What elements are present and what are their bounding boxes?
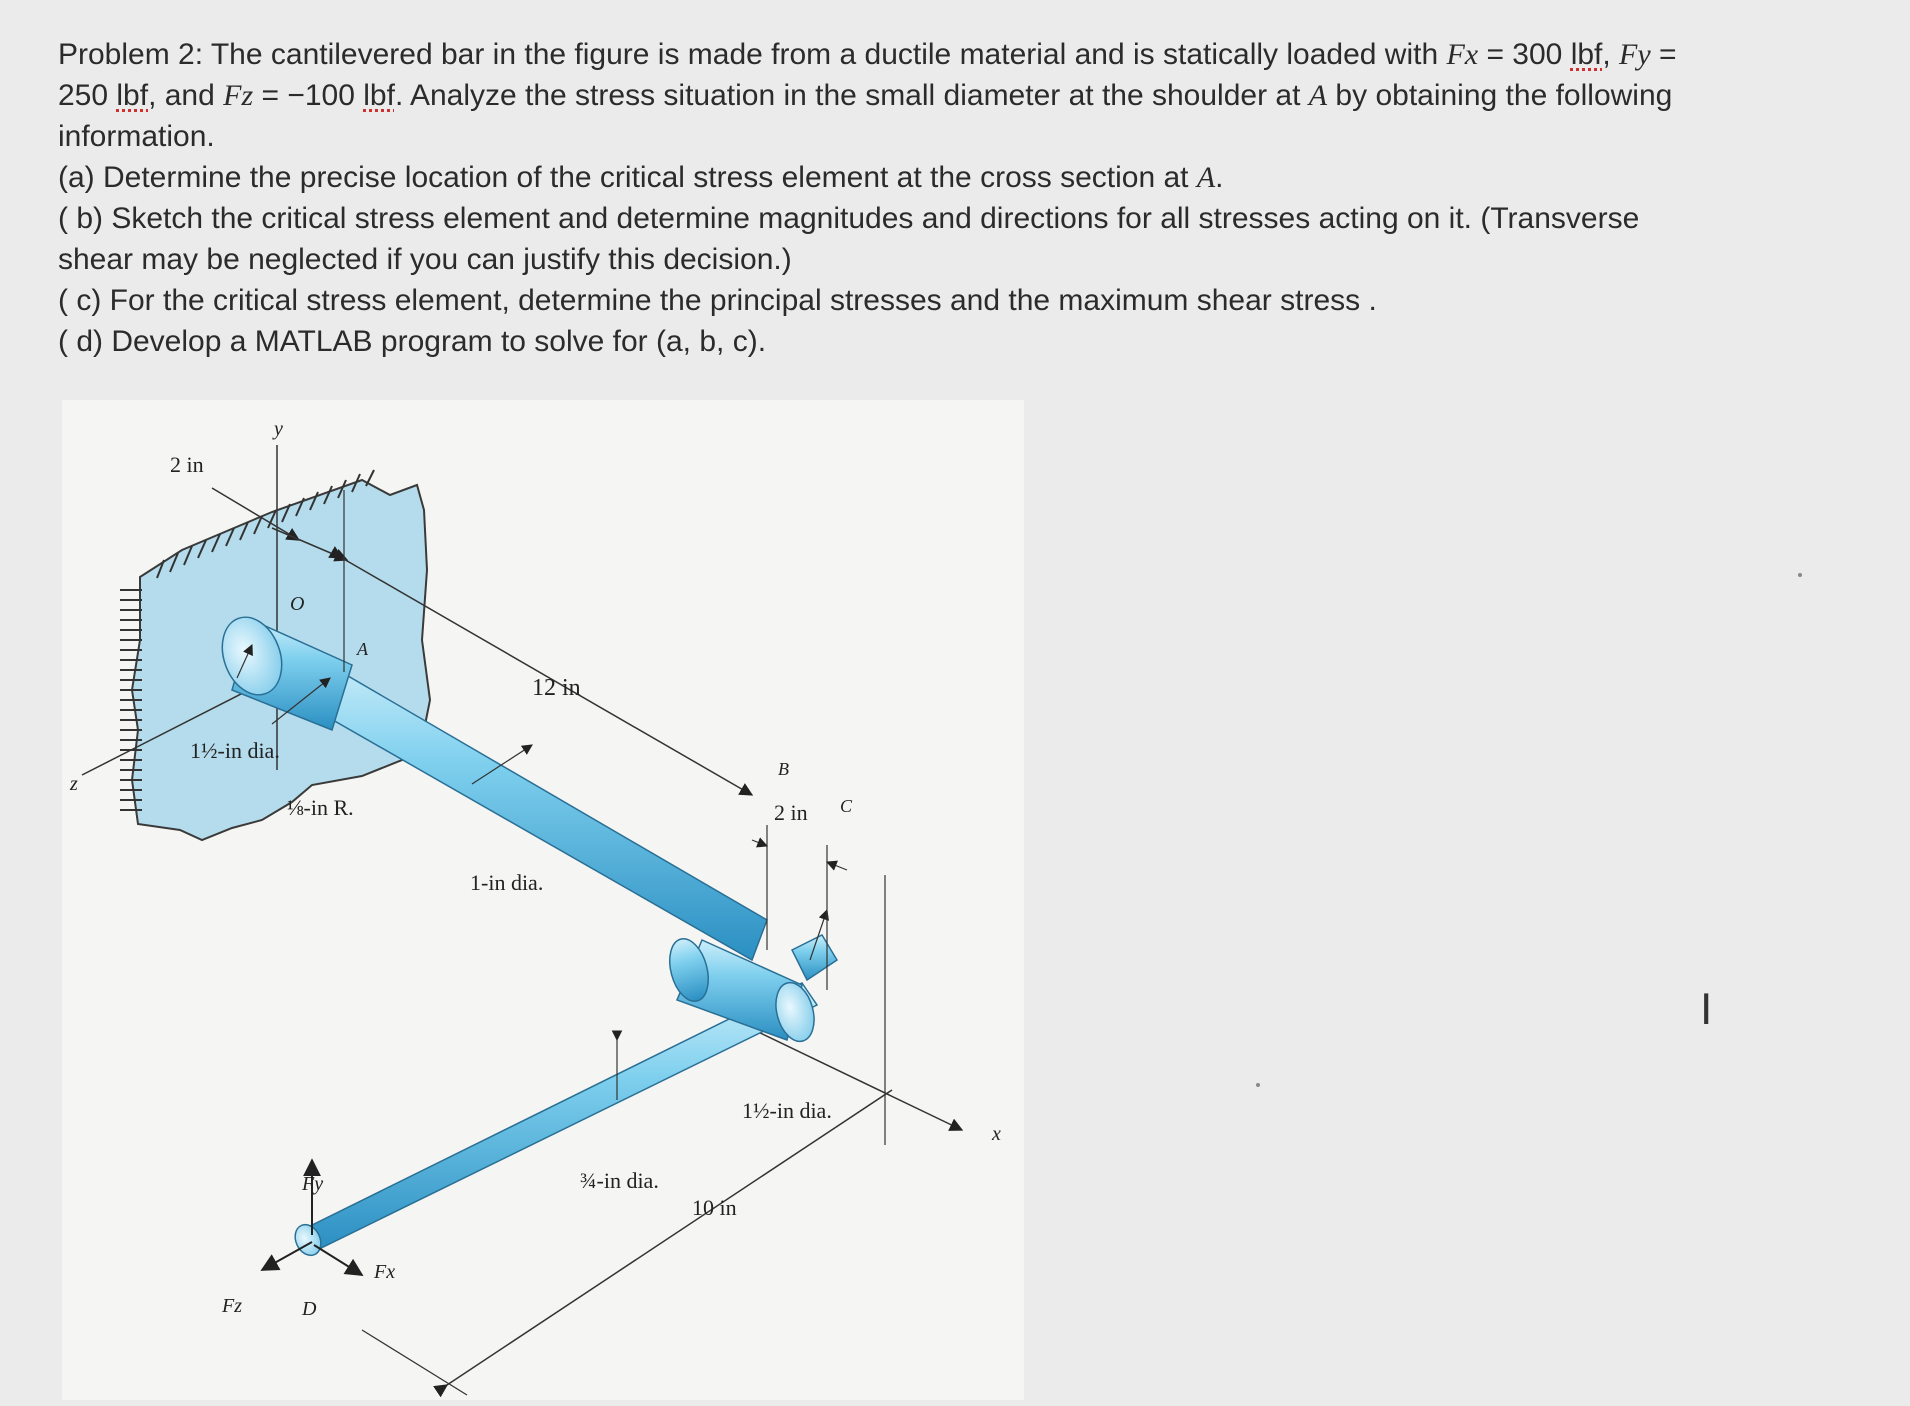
fy-symbol: Fy (1619, 38, 1651, 71)
force-fx-arrow (314, 1245, 362, 1275)
part-a: (a) Determine the precise location of the critical stress element at the cross section at A. (58, 161, 1224, 194)
label-dim-2in-top: 2 in (170, 452, 204, 477)
unit-lbf: lbf (363, 79, 395, 112)
dust-dot (1798, 573, 1802, 577)
label-y-axis: y (274, 418, 283, 440)
problem-statement (58, 34, 1858, 362)
dim-2in-bc (827, 862, 847, 870)
label-dim-2in-bc: 2 in (774, 800, 808, 825)
dim-10in-ext (362, 1330, 467, 1395)
label-dia-3q: ¾-in dia. (580, 1168, 659, 1193)
label-force-fy: Fy (302, 1173, 324, 1195)
fx-symbol: Fx (1446, 38, 1479, 71)
label-point-d: D (302, 1298, 317, 1320)
part-b-line-1: ( b) Sketch the critical stress element and determine magnitudes and directions for all stresses acting on it. (Transverse (58, 202, 1640, 235)
cantilever-diagram (62, 400, 1024, 1400)
label-force-fz: Fz (222, 1295, 242, 1317)
fz-symbol: Fz (223, 79, 254, 112)
part-b-line-2: shear may be neglected if you can justify this decision.) (58, 243, 792, 276)
cantilever-figure (62, 400, 1024, 1400)
label-radius: ⅛-in R. (287, 795, 354, 820)
dim-2in-bc-2 (752, 840, 767, 846)
label-point-a: A (357, 639, 368, 659)
force-fz-arrow (262, 1242, 312, 1270)
label-dim-12in: 12 in (532, 675, 581, 701)
problem-line-2: 250 lbf, and Fz = −100 lbf. Analyze the stress situation in the small diameter at the shoulder at A by obtaining the following (58, 79, 1673, 112)
part-c: ( c) For the critical stress element, determine the principal stresses and the maximum shear stress . (58, 284, 1377, 317)
problem-line-1: Problem 2: The cantilevered bar in the figure is made from a ductile material and is statically loaded with Fx = 300 lbf, Fy = (58, 38, 1677, 71)
label-dim-10in: 10 in (692, 1195, 737, 1220)
unit-lbf: lbf (116, 79, 149, 112)
label-point-b: B (778, 759, 789, 779)
label-point-c: C (840, 796, 853, 816)
label-z-axis: z (70, 773, 78, 795)
label-origin: O (290, 593, 305, 615)
label-dia-1half: 1½-in dia. (190, 738, 280, 763)
dust-dot (1256, 1083, 1260, 1087)
label-x-axis: x (992, 1123, 1001, 1145)
label-force-fx: Fx (374, 1261, 396, 1283)
label-dia-1half-right: 1½-in dia. (742, 1098, 832, 1123)
stub-right (792, 935, 837, 980)
problem-line-3: information. (58, 120, 215, 153)
label-dia-1in: 1-in dia. (470, 870, 544, 895)
unit-lbf: lbf (1570, 38, 1603, 71)
part-d: ( d) Develop a MATLAB program to solve for (a, b, c). (58, 325, 767, 358)
text-cursor-icon: I (1700, 985, 1713, 1034)
